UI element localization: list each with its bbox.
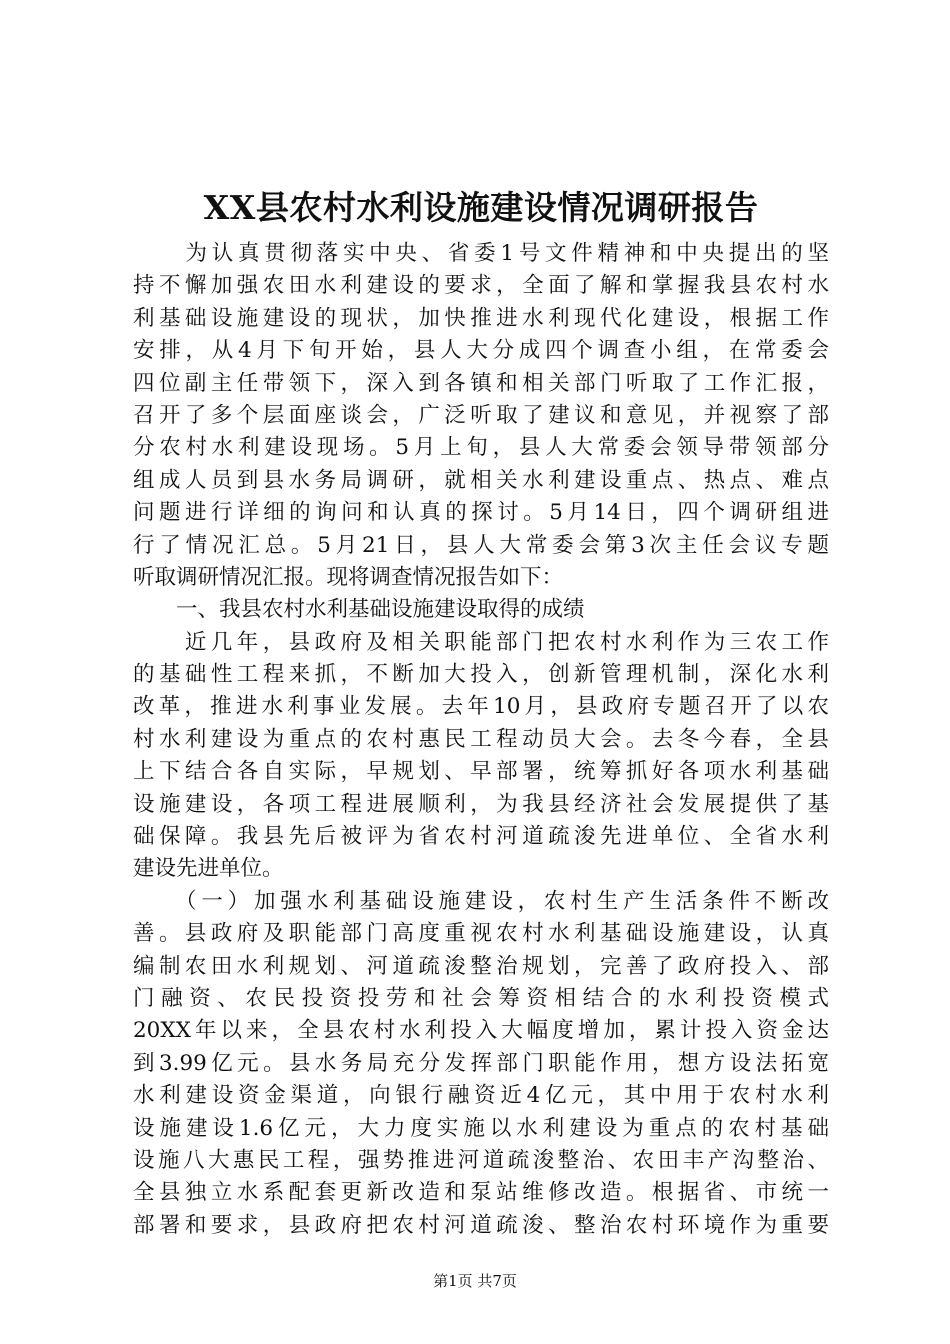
body-line: 门融资、农民投资投劳和社会筹资相结合的水利投资模式 [133,985,829,1011]
body-line: （一）加强水利基础设施建设，农村生产生活条件不断改 [133,888,829,914]
body-line: 础保障。我县先后被评为省农村河道疏浚先进单位、全省水利 [133,824,829,850]
body-line: 组成人员到县水务局调研，就相关水利建设重点、热点、难点 [133,467,829,493]
body-line: 20XX年以来，全县农村水利投入大幅度增加，累计投入资金达 [133,1018,829,1044]
body-line: 四位副主任带领下，深入到各镇和相关部门听取了工作汇报， [133,370,829,396]
body-line: 设施建设1.6亿元，大力度实施以水利建设为重点的农村基础 [133,1115,829,1141]
body-line: 改革，推进水利事业发展。去年10月，县政府专题召开了以农 [133,694,829,720]
section-heading: 一、我县农村水利基础设施建设取得的成绩 [133,597,585,623]
body-line: 近几年，县政府及相关职能部门把农村水利作为三农工作 [133,629,829,655]
body-line: 全县独立水系配套更新改造和泵站维修改造。根据省、市统一 [133,1180,829,1206]
body-line: 设施建设，各项工程进展顺利，为我县经济社会发展提供了基 [133,791,829,817]
body-line: 问题进行详细的询问和认真的探讨。5月14日，四个调研组进 [133,500,829,526]
body-line: 建设先进单位。 [133,856,284,882]
body-line: 部署和要求，县政府把农村河道疏浚、整治农村环境作为重要 [133,1212,829,1238]
body-line: 善。县政府及职能部门高度重视农村水利基础设施建设，认真 [133,921,829,947]
body-line: 到3.99亿元。县水务局充分发挥部门职能作用，想方设法拓宽 [133,1050,829,1076]
body-line: 分农村水利建设现场。5月上旬，县人大常委会领导带领部分 [133,435,829,461]
body-line: 设施八大惠民工程，强势推进河道疏浚整治、农田丰产沟整治、 [133,1147,829,1173]
body-line: 编制农田水利规划、河道疏浚整治规划，完善了政府投入、部 [133,953,829,979]
body-line: 召开了多个层面座谈会，广泛听取了建议和意见，并视察了部 [133,402,829,428]
body-line: 为认真贯彻落实中央、省委1号文件精神和中央提出的坚 [133,241,829,266]
body-line: 水利建设资金渠道，向银行融资近4亿元，其中用于农村水利 [133,1083,829,1109]
body-line: 上下结合各自实际，早规划、早部署，统筹抓好各项水利基础 [133,759,829,785]
body-line: 行了情况汇总。5月21日，县人大常委会第3次主任会议专题 [133,532,829,558]
document-body [133,238,829,1242]
body-line: 的基础性工程来抓，不断加大投入，创新管理机制，深化水利 [133,662,829,688]
body-line: 持不懈加强农田水利建设的要求，全面了解和掌握我县农村水 [133,273,829,299]
body-line: 安排，从4月下旬开始，县人大分成四个调查小组，在常委会 [133,338,829,364]
body-line: 村水利建设为重点的农村惠民工程动员大会。去冬今春，全县 [133,726,829,752]
body-line: 听取调研情况汇报。现将调查情况报告如下： [133,564,564,590]
body-line: 利基础设施建设的现状，加快推进水利现代化建设，根据工作 [133,305,829,331]
page-number-footer: 第1页 共7页 [433,1272,517,1290]
document-title: XX县农村水利设施建设情况调研报告 [203,188,759,227]
